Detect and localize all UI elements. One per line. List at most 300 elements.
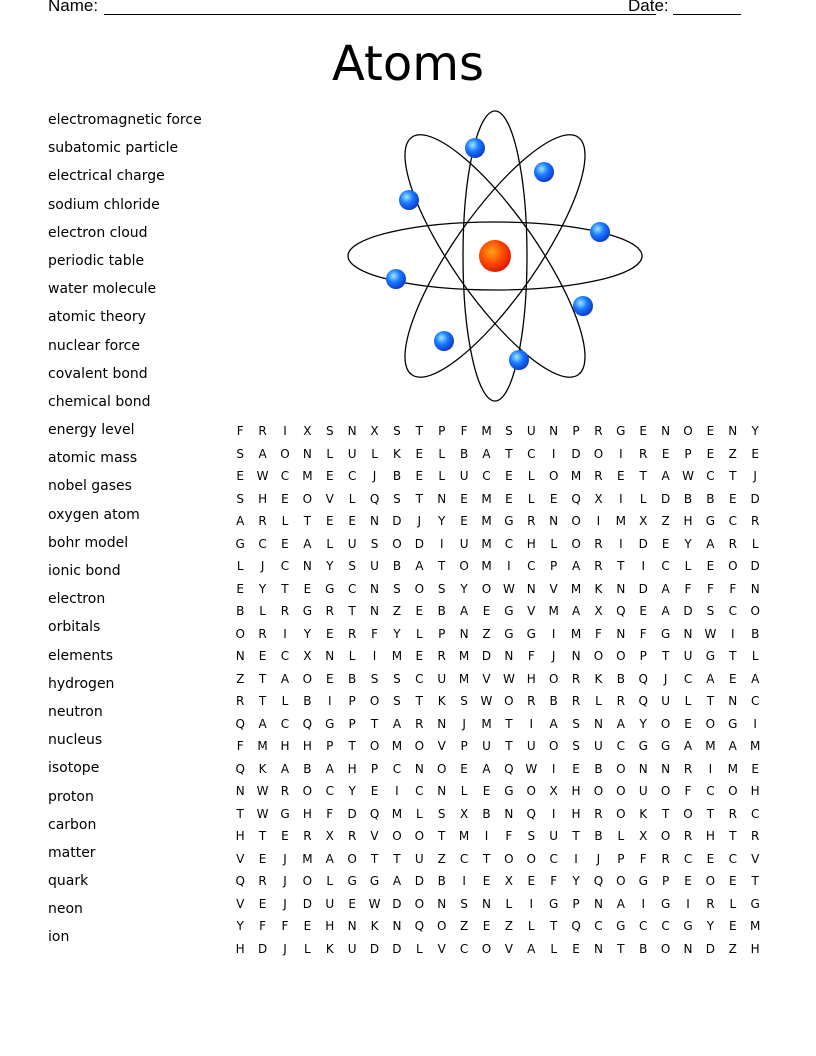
grid-letter[interactable]: H bbox=[235, 941, 245, 956]
grid-letter[interactable]: M bbox=[750, 919, 761, 933]
grid-letter[interactable]: W bbox=[502, 671, 515, 686]
grid-letter[interactable]: N bbox=[616, 626, 626, 641]
grid-letter[interactable]: C bbox=[280, 559, 290, 573]
grid-letter[interactable]: B bbox=[303, 761, 312, 776]
grid-letter[interactable]: M bbox=[302, 851, 313, 866]
grid-letter[interactable]: B bbox=[437, 874, 446, 888]
grid-letter[interactable]: C bbox=[594, 919, 603, 933]
grid-letter[interactable]: U bbox=[325, 896, 335, 911]
grid-letter[interactable]: F bbox=[527, 649, 535, 663]
grid-letter[interactable]: O bbox=[593, 649, 604, 663]
grid-letter[interactable]: G bbox=[616, 424, 626, 438]
grid-letter[interactable]: V bbox=[236, 851, 245, 866]
grid-letter[interactable]: E bbox=[460, 761, 468, 776]
grid-letter[interactable]: Q bbox=[571, 919, 581, 933]
grid-letter[interactable]: O bbox=[436, 919, 447, 933]
grid-letter[interactable]: K bbox=[437, 694, 446, 708]
grid-letter[interactable]: R bbox=[594, 806, 603, 821]
grid-letter[interactable]: Z bbox=[392, 604, 402, 618]
grid-letter[interactable]: T bbox=[661, 806, 670, 821]
grid-letter[interactable]: C bbox=[728, 851, 737, 866]
grid-letter[interactable]: S bbox=[393, 424, 401, 438]
grid-letter[interactable]: L bbox=[751, 536, 759, 551]
grid-letter[interactable]: D bbox=[369, 941, 380, 956]
grid-letter[interactable]: F bbox=[706, 581, 714, 596]
grid-letter[interactable]: D bbox=[705, 941, 716, 956]
grid-letter[interactable]: I bbox=[462, 874, 466, 888]
grid-letter[interactable]: Q bbox=[526, 806, 536, 821]
grid-letter[interactable]: I bbox=[507, 559, 511, 573]
grid-letter[interactable]: N bbox=[437, 784, 447, 798]
grid-letter[interactable]: R bbox=[751, 514, 760, 528]
grid-letter[interactable]: U bbox=[437, 671, 447, 686]
grid-letter[interactable]: R bbox=[280, 604, 290, 618]
grid-letter[interactable]: C bbox=[258, 536, 267, 551]
grid-letter[interactable]: X bbox=[370, 424, 379, 438]
grid-letter[interactable]: Z bbox=[236, 671, 245, 686]
grid-letter[interactable]: S bbox=[348, 559, 356, 573]
grid-letter[interactable]: R bbox=[325, 604, 334, 618]
grid-letter[interactable]: R bbox=[683, 829, 693, 843]
grid-letter[interactable]: R bbox=[594, 559, 603, 573]
grid-letter[interactable]: E bbox=[482, 784, 491, 798]
grid-letter[interactable]: F bbox=[729, 581, 737, 596]
grid-letter[interactable]: I bbox=[619, 446, 623, 461]
grid-letter[interactable]: Z bbox=[482, 626, 491, 641]
grid-letter[interactable]: O bbox=[616, 761, 626, 776]
grid-letter[interactable]: A bbox=[280, 761, 290, 776]
grid-letter[interactable]: E bbox=[728, 919, 737, 933]
grid-letter[interactable]: J bbox=[551, 649, 556, 663]
grid-letter[interactable]: C bbox=[661, 919, 670, 933]
grid-letter[interactable]: Q bbox=[593, 874, 604, 888]
grid-letter[interactable]: L bbox=[326, 536, 334, 551]
grid-letter[interactable]: Y bbox=[684, 536, 692, 551]
grid-letter[interactable]: X bbox=[504, 874, 513, 888]
grid-letter[interactable]: I bbox=[551, 626, 556, 641]
grid-letter[interactable]: T bbox=[370, 716, 379, 731]
grid-letter[interactable]: O bbox=[660, 716, 671, 731]
grid-letter[interactable]: A bbox=[236, 514, 245, 528]
grid-letter[interactable]: I bbox=[484, 829, 489, 843]
grid-letter[interactable]: B bbox=[437, 604, 446, 618]
grid-letter[interactable]: N bbox=[661, 424, 671, 438]
grid-letter[interactable]: H bbox=[571, 784, 581, 798]
grid-letter[interactable]: T bbox=[415, 491, 423, 506]
grid-letter[interactable]: C bbox=[750, 694, 760, 708]
grid-letter[interactable]: G bbox=[504, 514, 514, 528]
grid-letter[interactable]: N bbox=[370, 514, 380, 528]
grid-letter[interactable]: O bbox=[414, 581, 425, 596]
grid-letter[interactable]: Y bbox=[706, 919, 715, 933]
grid-letter[interactable]: E bbox=[684, 716, 692, 731]
grid-letter[interactable]: G bbox=[660, 896, 671, 911]
grid-letter[interactable]: C bbox=[661, 559, 670, 573]
grid-letter[interactable]: O bbox=[705, 716, 716, 731]
grid-letter[interactable]: G bbox=[325, 581, 335, 596]
grid-letter[interactable]: A bbox=[661, 604, 670, 618]
grid-letter[interactable]: N bbox=[459, 626, 469, 641]
grid-letter[interactable]: O bbox=[504, 694, 514, 708]
grid-letter[interactable]: L bbox=[415, 941, 423, 956]
grid-letter[interactable]: W bbox=[368, 896, 381, 911]
grid-letter[interactable]: J bbox=[283, 851, 287, 866]
grid-letter[interactable]: O bbox=[280, 446, 290, 461]
grid-letter[interactable]: Q bbox=[571, 491, 581, 506]
grid-letter[interactable]: E bbox=[258, 896, 267, 911]
grid-letter[interactable]: K bbox=[594, 671, 603, 686]
grid-letter[interactable]: B bbox=[303, 694, 312, 708]
grid-letter[interactable]: C bbox=[347, 581, 357, 596]
grid-letter[interactable]: E bbox=[661, 446, 670, 461]
grid-letter[interactable]: N bbox=[437, 896, 447, 911]
grid-letter[interactable]: S bbox=[460, 896, 468, 911]
grid-letter[interactable]: P bbox=[438, 424, 446, 438]
grid-letter[interactable]: D bbox=[660, 491, 671, 506]
grid-letter[interactable]: G bbox=[235, 536, 245, 551]
grid-letter[interactable]: T bbox=[482, 851, 491, 866]
grid-letter[interactable]: S bbox=[370, 536, 379, 551]
grid-letter[interactable]: H bbox=[325, 919, 335, 933]
grid-letter[interactable]: Q bbox=[504, 761, 514, 776]
grid-letter[interactable]: E bbox=[549, 491, 558, 506]
grid-letter[interactable]: C bbox=[325, 784, 334, 798]
grid-letter[interactable]: O bbox=[660, 941, 671, 956]
grid-letter[interactable]: P bbox=[684, 446, 692, 461]
grid-letter[interactable]: W bbox=[682, 469, 694, 483]
grid-letter[interactable]: F bbox=[505, 829, 513, 843]
grid-letter[interactable]: M bbox=[481, 536, 492, 551]
grid-letter[interactable]: E bbox=[325, 671, 334, 686]
grid-letter[interactable]: E bbox=[303, 581, 312, 596]
grid-letter[interactable]: R bbox=[258, 514, 267, 528]
grid-letter[interactable]: H bbox=[347, 761, 357, 776]
grid-letter[interactable]: J bbox=[283, 896, 287, 911]
grid-letter[interactable]: V bbox=[549, 581, 558, 596]
grid-letter[interactable]: O bbox=[504, 851, 514, 866]
grid-letter[interactable]: R bbox=[639, 446, 648, 461]
grid-letter[interactable]: X bbox=[549, 784, 558, 798]
grid-letter[interactable]: L bbox=[371, 446, 378, 461]
grid-letter[interactable]: N bbox=[549, 514, 559, 528]
grid-letter[interactable]: A bbox=[392, 874, 402, 888]
grid-letter[interactable]: D bbox=[638, 581, 648, 596]
grid-letter[interactable]: V bbox=[437, 941, 446, 956]
grid-letter[interactable]: P bbox=[661, 874, 670, 888]
grid-letter[interactable]: Y bbox=[438, 514, 446, 528]
grid-letter[interactable]: A bbox=[571, 604, 581, 618]
grid-letter[interactable]: O bbox=[660, 784, 671, 798]
grid-letter[interactable]: I bbox=[372, 649, 377, 663]
grid-letter[interactable]: I bbox=[731, 626, 735, 641]
grid-letter[interactable]: T bbox=[393, 851, 401, 866]
grid-letter[interactable]: D bbox=[683, 604, 693, 618]
grid-letter[interactable]: D bbox=[257, 941, 268, 956]
grid-letter[interactable]: T bbox=[281, 581, 289, 596]
grid-letter[interactable]: H bbox=[258, 491, 268, 506]
grid-letter[interactable]: L bbox=[438, 469, 446, 483]
grid-letter[interactable]: E bbox=[706, 851, 715, 866]
grid-letter[interactable]: N bbox=[235, 649, 245, 663]
grid-letter[interactable]: Z bbox=[661, 514, 670, 528]
grid-letter[interactable]: T bbox=[348, 604, 356, 618]
grid-letter[interactable]: T bbox=[505, 739, 513, 753]
grid-letter[interactable]: G bbox=[616, 919, 626, 933]
grid-letter[interactable]: F bbox=[684, 784, 692, 798]
grid-letter[interactable]: D bbox=[302, 896, 312, 911]
grid-letter[interactable]: O bbox=[459, 559, 469, 573]
grid-letter[interactable]: G bbox=[705, 649, 716, 663]
grid-letter[interactable]: B bbox=[236, 604, 245, 618]
grid-letter[interactable]: O bbox=[481, 941, 492, 956]
grid-letter[interactable]: H bbox=[302, 739, 312, 753]
grid-letter[interactable]: T bbox=[617, 559, 625, 573]
grid-letter[interactable]: L bbox=[236, 559, 244, 573]
grid-letter[interactable]: O bbox=[728, 784, 738, 798]
grid-letter[interactable]: E bbox=[303, 919, 312, 933]
grid-letter[interactable]: T bbox=[572, 829, 580, 843]
grid-letter[interactable]: E bbox=[460, 491, 468, 506]
grid-letter[interactable]: L bbox=[527, 919, 535, 933]
grid-letter[interactable]: M bbox=[481, 559, 492, 573]
grid-letter[interactable]: E bbox=[728, 874, 737, 888]
grid-letter[interactable]: I bbox=[529, 716, 534, 731]
grid-letter[interactable]: Y bbox=[572, 874, 580, 888]
grid-letter[interactable]: F bbox=[236, 739, 244, 753]
grid-letter[interactable]: Q bbox=[638, 694, 648, 708]
grid-letter[interactable]: N bbox=[683, 941, 693, 956]
name-blank[interactable] bbox=[104, 14, 656, 15]
grid-letter[interactable]: H bbox=[235, 829, 245, 843]
grid-letter[interactable]: L bbox=[348, 491, 356, 506]
grid-letter[interactable]: I bbox=[327, 694, 332, 708]
grid-letter[interactable]: Q bbox=[414, 919, 425, 933]
grid-letter[interactable]: E bbox=[505, 469, 513, 483]
grid-letter[interactable]: P bbox=[348, 694, 356, 708]
grid-letter[interactable]: U bbox=[347, 941, 357, 956]
grid-letter[interactable]: N bbox=[437, 716, 447, 731]
grid-letter[interactable]: J bbox=[462, 716, 466, 731]
grid-letter[interactable]: G bbox=[705, 514, 716, 528]
grid-letter[interactable]: F bbox=[639, 626, 647, 641]
grid-letter[interactable]: R bbox=[683, 761, 693, 776]
grid-letter[interactable]: L bbox=[281, 694, 289, 708]
grid-letter[interactable]: W bbox=[502, 581, 515, 596]
grid-letter[interactable]: C bbox=[415, 784, 424, 798]
grid-letter[interactable]: D bbox=[414, 874, 424, 888]
grid-letter[interactable]: C bbox=[706, 469, 715, 483]
grid-letter[interactable]: M bbox=[391, 806, 403, 821]
grid-letter[interactable]: E bbox=[325, 514, 334, 528]
grid-letter[interactable]: P bbox=[639, 649, 647, 663]
grid-letter[interactable]: M bbox=[458, 671, 470, 686]
grid-letter[interactable]: T bbox=[438, 559, 446, 573]
grid-letter[interactable]: O bbox=[235, 626, 245, 641]
grid-letter[interactable]: U bbox=[459, 469, 469, 483]
grid-letter[interactable]: A bbox=[415, 559, 424, 573]
grid-letter[interactable]: C bbox=[750, 806, 760, 821]
grid-letter[interactable]: L bbox=[348, 649, 356, 663]
grid-letter[interactable]: H bbox=[750, 941, 760, 956]
grid-letter[interactable]: M bbox=[481, 514, 492, 528]
grid-letter[interactable]: L bbox=[639, 491, 647, 506]
grid-letter[interactable]: T bbox=[258, 829, 267, 843]
grid-letter[interactable]: A bbox=[549, 716, 558, 731]
grid-letter[interactable]: D bbox=[750, 559, 760, 573]
grid-letter[interactable]: M bbox=[481, 424, 492, 438]
grid-letter[interactable]: X bbox=[459, 806, 469, 821]
grid-letter[interactable]: H bbox=[705, 829, 715, 843]
grid-letter[interactable]: E bbox=[639, 604, 648, 618]
grid-letter[interactable]: P bbox=[617, 851, 625, 866]
grid-letter[interactable]: W bbox=[256, 806, 269, 821]
grid-letter[interactable]: U bbox=[594, 739, 603, 753]
grid-letter[interactable]: O bbox=[683, 806, 693, 821]
grid-letter[interactable]: C bbox=[728, 514, 737, 528]
grid-letter[interactable]: E bbox=[617, 469, 625, 483]
grid-letter[interactable]: E bbox=[415, 446, 424, 461]
grid-letter[interactable]: F bbox=[236, 424, 244, 438]
grid-letter[interactable]: D bbox=[638, 536, 648, 551]
grid-letter[interactable]: A bbox=[571, 559, 581, 573]
grid-letter[interactable]: L bbox=[281, 514, 289, 528]
grid-letter[interactable]: L bbox=[550, 536, 557, 551]
grid-letter[interactable]: F bbox=[259, 919, 267, 933]
grid-letter[interactable]: N bbox=[347, 919, 357, 933]
grid-letter[interactable]: J bbox=[663, 671, 668, 686]
grid-letter[interactable]: J bbox=[417, 514, 422, 528]
grid-letter[interactable]: G bbox=[638, 739, 648, 753]
grid-letter[interactable]: U bbox=[526, 424, 536, 438]
grid-letter[interactable]: M bbox=[481, 716, 492, 731]
grid-letter[interactable]: T bbox=[751, 874, 759, 888]
grid-letter[interactable]: A bbox=[706, 671, 715, 686]
grid-letter[interactable]: G bbox=[347, 874, 357, 888]
grid-letter[interactable]: Q bbox=[638, 671, 648, 686]
grid-letter[interactable]: I bbox=[596, 514, 601, 528]
grid-letter[interactable]: T bbox=[505, 446, 513, 461]
grid-letter[interactable]: O bbox=[347, 851, 357, 866]
grid-letter[interactable]: I bbox=[551, 761, 556, 776]
grid-letter[interactable]: M bbox=[391, 739, 403, 753]
grid-letter[interactable]: L bbox=[326, 874, 334, 888]
grid-letter[interactable]: T bbox=[258, 694, 267, 708]
grid-letter[interactable]: D bbox=[347, 806, 357, 821]
grid-letter[interactable]: P bbox=[460, 739, 468, 753]
grid-letter[interactable]: F bbox=[594, 626, 602, 641]
grid-letter[interactable]: E bbox=[572, 761, 580, 776]
grid-letter[interactable]: N bbox=[302, 559, 312, 573]
grid-letter[interactable]: L bbox=[259, 604, 266, 618]
grid-letter[interactable]: I bbox=[439, 536, 444, 551]
grid-letter[interactable]: C bbox=[728, 604, 737, 618]
grid-letter[interactable]: E bbox=[325, 469, 334, 483]
grid-letter[interactable]: N bbox=[661, 761, 671, 776]
grid-letter[interactable]: I bbox=[641, 559, 645, 573]
grid-letter[interactable]: C bbox=[706, 784, 715, 798]
grid-letter[interactable]: F bbox=[326, 806, 334, 821]
grid-letter[interactable]: E bbox=[751, 761, 759, 776]
grid-letter[interactable]: A bbox=[258, 446, 267, 461]
grid-letter[interactable]: K bbox=[392, 446, 401, 461]
grid-letter[interactable]: E bbox=[661, 536, 670, 551]
grid-letter[interactable]: M bbox=[570, 626, 582, 641]
grid-letter[interactable]: I bbox=[574, 851, 578, 866]
grid-letter[interactable]: J bbox=[283, 874, 287, 888]
grid-letter[interactable]: E bbox=[482, 874, 491, 888]
grid-letter[interactable]: I bbox=[551, 446, 556, 461]
grid-letter[interactable]: R bbox=[527, 514, 536, 528]
grid-letter[interactable]: N bbox=[347, 424, 357, 438]
grid-letter[interactable]: R bbox=[571, 694, 581, 708]
grid-letter[interactable]: G bbox=[638, 874, 648, 888]
grid-letter[interactable]: M bbox=[615, 514, 627, 528]
grid-letter[interactable]: E bbox=[415, 649, 424, 663]
grid-letter[interactable]: B bbox=[683, 491, 693, 506]
grid-letter[interactable]: M bbox=[570, 469, 582, 483]
grid-letter[interactable]: L bbox=[438, 446, 446, 461]
grid-letter[interactable]: E bbox=[236, 469, 244, 483]
grid-letter[interactable]: U bbox=[683, 649, 693, 663]
grid-letter[interactable]: U bbox=[370, 559, 379, 573]
grid-letter[interactable]: X bbox=[639, 829, 648, 843]
grid-letter[interactable]: X bbox=[639, 514, 648, 528]
grid-letter[interactable]: E bbox=[281, 829, 289, 843]
grid-letter[interactable]: N bbox=[504, 806, 514, 821]
grid-letter[interactable]: K bbox=[594, 581, 603, 596]
grid-letter[interactable]: O bbox=[414, 896, 425, 911]
grid-letter[interactable]: V bbox=[527, 604, 536, 618]
grid-letter[interactable]: O bbox=[369, 739, 380, 753]
grid-letter[interactable]: A bbox=[258, 716, 267, 731]
grid-letter[interactable]: M bbox=[727, 761, 738, 776]
grid-letter[interactable]: O bbox=[414, 739, 425, 753]
grid-letter[interactable]: L bbox=[527, 469, 535, 483]
grid-letter[interactable]: N bbox=[392, 919, 402, 933]
grid-letter[interactable]: D bbox=[392, 514, 402, 528]
grid-letter[interactable]: D bbox=[571, 446, 581, 461]
grid-letter[interactable]: E bbox=[482, 604, 491, 618]
grid-letter[interactable]: H bbox=[750, 784, 760, 798]
grid-letter[interactable]: B bbox=[616, 671, 625, 686]
grid-letter[interactable]: L bbox=[617, 829, 625, 843]
grid-letter[interactable]: C bbox=[504, 536, 514, 551]
grid-letter[interactable]: E bbox=[751, 446, 759, 461]
grid-letter[interactable]: I bbox=[708, 761, 713, 776]
grid-letter[interactable]: E bbox=[325, 626, 334, 641]
grid-letter[interactable]: S bbox=[437, 581, 446, 596]
grid-letter[interactable]: I bbox=[283, 424, 287, 438]
grid-letter[interactable]: L bbox=[505, 896, 513, 911]
grid-letter[interactable]: E bbox=[505, 491, 513, 506]
grid-letter[interactable]: P bbox=[572, 896, 580, 911]
grid-letter[interactable]: A bbox=[683, 739, 693, 753]
grid-letter[interactable]: V bbox=[370, 829, 379, 843]
grid-letter[interactable]: L bbox=[595, 694, 602, 708]
grid-letter[interactable]: L bbox=[684, 694, 692, 708]
grid-letter[interactable]: D bbox=[392, 896, 402, 911]
grid-letter[interactable]: P bbox=[370, 761, 379, 776]
grid-letter[interactable]: Q bbox=[235, 761, 245, 776]
grid-letter[interactable]: O bbox=[616, 806, 626, 821]
grid-letter[interactable]: A bbox=[303, 536, 312, 551]
grid-letter[interactable]: Q bbox=[302, 716, 313, 731]
grid-letter[interactable]: U bbox=[347, 446, 357, 461]
grid-letter[interactable]: Q bbox=[369, 806, 380, 821]
grid-letter[interactable]: T bbox=[415, 424, 423, 438]
grid-letter[interactable]: O bbox=[593, 446, 604, 461]
grid-letter[interactable]: T bbox=[706, 694, 715, 708]
